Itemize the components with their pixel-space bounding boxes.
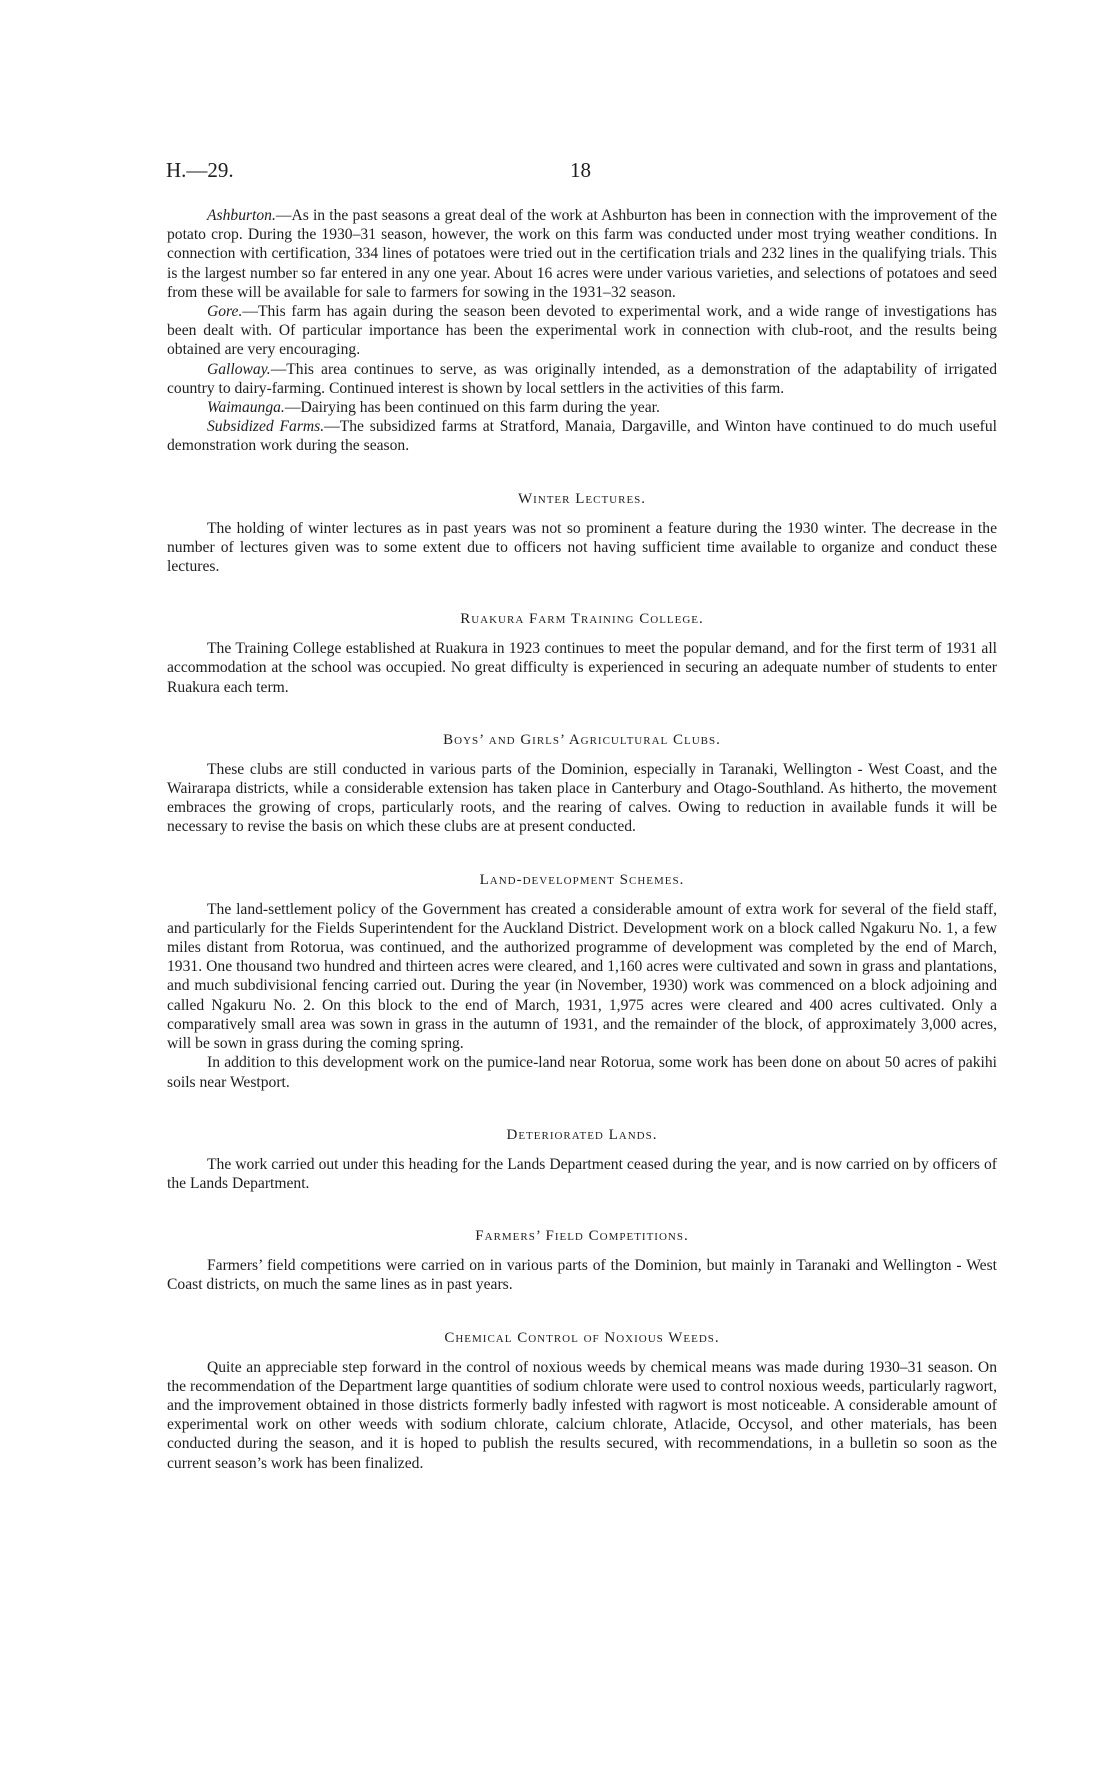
- paragraph-lead: Gore.: [207, 303, 243, 321]
- paragraph-text: —The subsidized farms at Stratford, Manaia, Dargaville, and Winton have continued to do much useful demonstration work during the season.: [167, 418, 997, 455]
- paragraph-gore: [167, 302, 997, 360]
- section-heading-land-development: Land-development Schemes.: [479, 871, 685, 888]
- paragraph-lead: Ashburton.: [207, 207, 276, 224]
- paragraph-text: —This area continues to serve, as was originally intended, as a demonstration of the adaptability of irrigated country to dairy-farming. Continued interest is shown by local settlers in the activities of this farm.: [167, 360, 997, 397]
- section-paragraph: The land-settlement policy of the Government has created a considerable amount of extra work for several of the field staff, and particularly for the Fields Superintendent for the Auckland District. Development work on a block called Ngakuru No. 1, a few miles distant from Rotorua, was continued, and the authorized programme of development was completed by the end of March, 1931. One thousand two hundred and thirteen acres were cleared, and 1,160 acres were cultivated and sown in grass and plantations, and much subdivisional fencing carried out. During the year (in November, 1930) work was commenced on a block adjoining and called Ngakuru No. 2. On this block to the end of March, 1931, 1,975 acres were cleared and 400 acres cultivated. Only a comparatively small area was sown in grass in the autumn of 1931, and the remainder of the block, of approximately 3,000 acres, will be sown in grass during the coming spring.: [167, 900, 997, 1053]
- paragraph-galloway: [167, 360, 997, 398]
- paragraph-text: —This farm has again during the season been devoted to experimental work, and a wide range of investigations has been dealt with. Of particular importance has been the experimental work in connection with club-root, and the results being obtained are very encouraging.: [167, 303, 997, 359]
- document-reference: H.—29.: [166, 158, 234, 182]
- section-paragraph: The Training College established at Ruakura in 1923 continues to meet the popular demand, and for the first term of 1931 all accommodation at the school was occupied. No great difficulty is experienced in securing an adequate number of students to enter Ruakura each term.: [167, 640, 997, 696]
- section-heading-winter-lectures: Winter Lectures.: [517, 490, 647, 507]
- paragraph-lead: Waimaunga.: [207, 399, 285, 417]
- section-paragraph: The work carried out under this heading for the Lands Department ceased during the year, and is now carried on by officers of the Lands Department.: [167, 1155, 997, 1192]
- paragraph-lead: Galloway.: [207, 360, 271, 378]
- page-header: [166, 158, 996, 188]
- paragraph-subsidized-farms: [167, 417, 997, 455]
- paragraph-waimaunga: [167, 398, 997, 417]
- section-heading-ruakura: Ruakura Farm Training College.: [460, 611, 704, 628]
- section-heading-deteriorated-lands: Deteriorated Lands.: [506, 1126, 658, 1143]
- paragraph-lead: Subsidized Farms.: [207, 418, 325, 436]
- page-body: [167, 206, 997, 1473]
- section-paragraph: Quite an appreciable step forward in the control of noxious weeds by chemical means was made during 1930–31 season. On the recommendation of the Department large quantities of sodium chlorate were used to control noxious weeds, particularly ragwort, and the improvement obtained in those districts formerly badly infested with ragwort is most noticeable. A considerable amount of experimental work on other weeds with sodium chlorate, calcium chlorate, Atlacide, Occysol, and other materials, has been conducted during the season, and it is hoped to publish the results secured, with recommendations, in a bulletin so soon as the current season’s work has been finalized.: [167, 1358, 997, 1472]
- paragraph-text: —Dairying has been continued on this farm during the year.: [284, 399, 660, 417]
- paragraph-ashburton: [167, 206, 997, 302]
- section-paragraph: The holding of winter lectures as in past years was not so prominent a feature during the 1930 winter. The decrease in the number of lectures given was to some extent due to officers not having sufficient time available to organize and conduct these lectures.: [167, 519, 997, 576]
- paragraph-text: —As in the past seasons a great deal of the work at Ashburton has been in connection with the improvement of the potato crop. During the 1930–31 season, however, the work on this farm was conducted under most trying weather conditions. In connection with certification, 334 lines of potatoes were tried out in the certification trials and 232 lines in the qualifying trials. This is the largest number so far entered in any one year. About 16 acres were under various varieties, and selections of potatoes and seed from these will be available for sale to farmers for sowing in the 1931–32 season.: [167, 207, 997, 301]
- section-paragraph: These clubs are still conducted in various parts of the Dominion, especially in Taranaki, Wellington - West Coast, and the Wairarapa districts, while a considerable extension has taken place in Canterbury and Otago-Southland. As hitherto, the movement embraces the growing of crops, particularly roots, and the rearing of calves. Owing to reduction in available funds it will be necessary to revise the basis on which these clubs are at present conducted.: [167, 760, 997, 836]
- section-paragraph: In addition to this development work on the pumice-land near Rotorua, some work has been done on about 50 acres of pakihi soils near Westport.: [167, 1054, 997, 1091]
- page-number: 18: [570, 158, 591, 182]
- section-heading-field-competitions: Farmers’ Field Competitions.: [475, 1228, 689, 1245]
- section-paragraph: Farmers’ field competitions were carried on in various parts of the Dominion, but mainly in Taranaki and Wellington - West Coast districts, on much the same lines as in past years.: [167, 1257, 997, 1294]
- section-heading-noxious-weeds: Chemical Control of Noxious Weeds.: [444, 1329, 720, 1346]
- section-heading-agricultural-clubs: Boys’ and Girls’ Agricultural Clubs.: [443, 731, 721, 748]
